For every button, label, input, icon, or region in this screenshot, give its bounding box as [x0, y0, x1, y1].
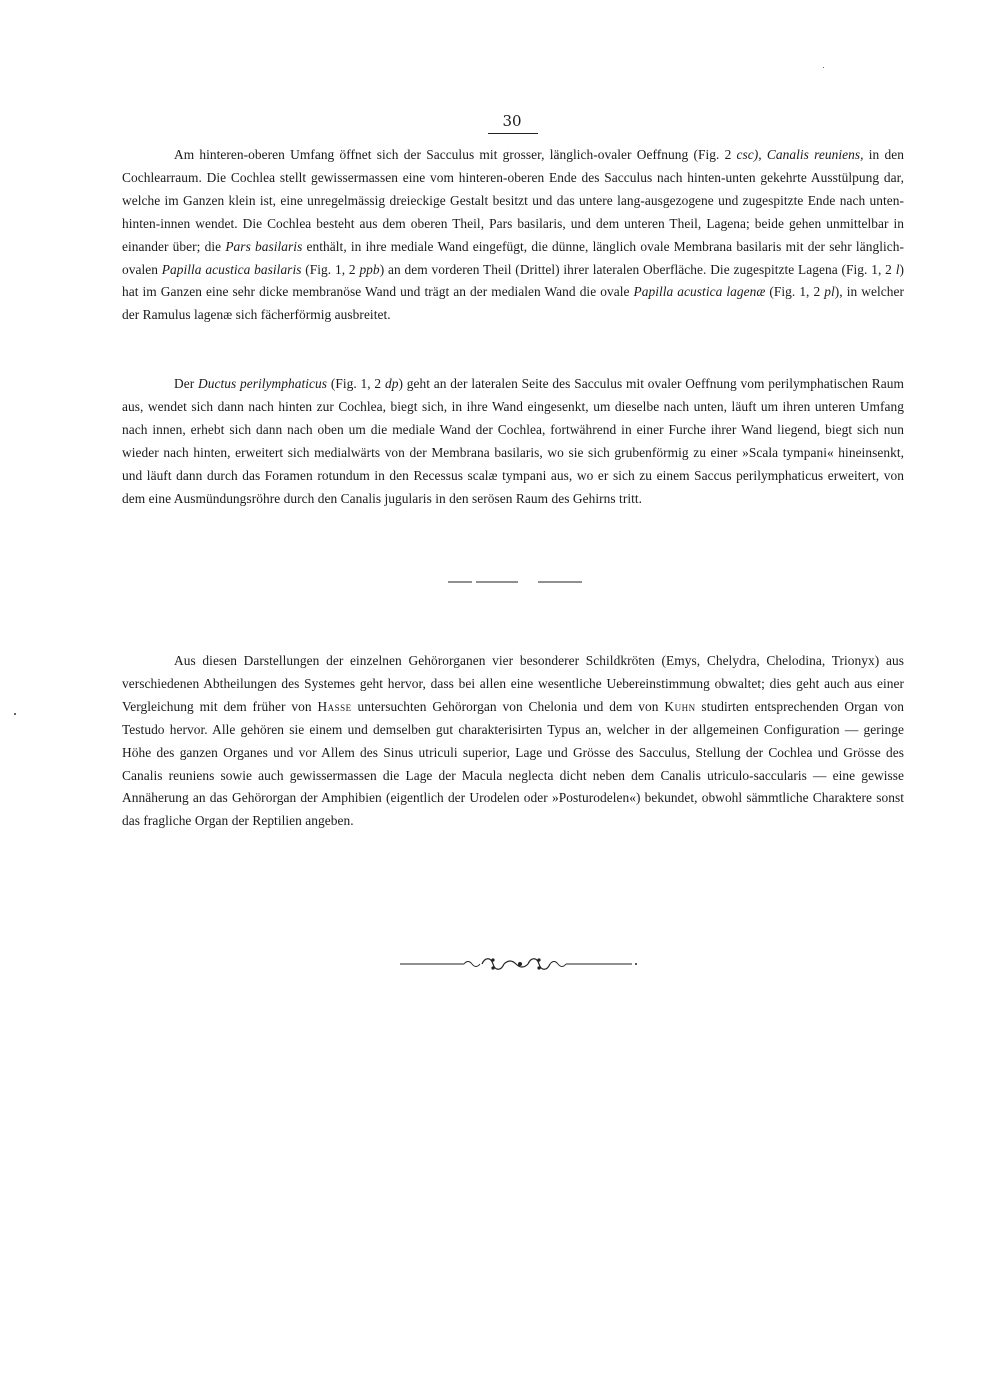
text-run: (Fig. 1, 2: [765, 284, 825, 300]
emphasis-text: Papilla acustica basilaris: [161, 261, 302, 277]
paragraph-conclusion: [122, 650, 904, 833]
emphasis-text: Papilla acustica lagenæ: [633, 284, 766, 300]
emphasis-text: csc), Canalis reuniens,: [736, 147, 864, 162]
emphasis-text: Pars basilaris: [225, 238, 303, 254]
print-speck: [823, 67, 824, 68]
paragraph-cochlea: [122, 144, 904, 327]
text-run: ) geht an der lateralen Seite des Sacculus mit ovaler Oeffnung vom perilymphatischen Raum aus, wendet sich dann nach hinten zur Cochlea, biegt sich, in ihre Wand eingesenkt, um dieselbe nach unten, läuft um ihren unteren Umfang nach innen, erhebt sich dann nach oben um die mediale Wand der Cochlea, fortwährend in einer Furche ihrer Wand liegend, biegt sich nun wieder nach hinten, erweitert sich medialwärts von der Membrana basilaris, wo sie sich grubenförmig zu einer »Scala tympani« hineinsenkt, und läuft dann durch das Foramen rotundum in den Recessus scalæ tympani aus, wo er sich zu einem Saccus perilymphaticus erweitert, von dem eine Ausmündungsröhre durch den Canalis jugularis in den serösen Raum des Gehirns tritt.: [122, 376, 904, 506]
print-speck: [14, 713, 16, 715]
emphasis-text: Ductus perilymphaticus: [198, 376, 328, 391]
text-run: in den Cochlearraum. Die Cochlea stellt gewissermassen eine vom hinteren-oberen Ende des Sacculus nach hinten-unten gekehrte Ausstülpung dar, welche im Ganzen klein ist, eine unregelmässig dreieckige Gestalt besitzt und das untere lang-ausgezogene und zugespitzte Ende nach unten-hinten-innen wendet. Die Cochlea besteht aus dem oberen Theil, Pars basilaris, und dem unteren Theil, Lagena; beide gehen unmittelbar in einander über; die: [122, 147, 905, 254]
text-run: ), in welcher der Ramulus lagenæ sich fächerförmig ausbreitet.: [122, 284, 904, 323]
text-run: Der: [174, 376, 198, 391]
text-run: Am hinteren-oberen Umfang öffnet sich der Sacculus mit grosser, länglich-ovaler Oeffnung (Fig. 2: [174, 147, 737, 162]
text-run: studirten entsprechenden Organ von Testudo hervor. Alle gehören sie einem und demselben gut charakterisirten Typus an, welcher in der allgemeinen Configuration — geringe Höhe des ganzen Organes und vor Allem des Sinus utriculi superior, Lage und Grösse des Sacculus, Stellung der Cochlea und Grösse des Canalis reuniens sowie auch gewissermassen die Lage der Macula neglecta dicht neben dem Canalis utriculo-saccularis — eine gewisse Annäherung an das Gehörorgan der Amphibien (eigentlich der Urodelen oder »Posturodelen«) bekundet, obwohl sämmtliche Charaktere sonst das fragliche Organ der Reptilien angeben.: [122, 698, 904, 829]
author-name: Kuhn: [664, 698, 696, 714]
text-run: Aus diesen Darstellungen der einzelnen Gehörorganen vier besonderer Schildkröten (Emys, Chelydra, Chelodina, Trionyx) aus verschiedenen Abtheilungen des Systemes geht hervor, dass bei allen eine wesentliche Uebereinstimmung obwaltet; dies geht auch aus einer Vergleichung mit dem früher von: [122, 653, 904, 714]
emphasis-text: l: [895, 261, 900, 277]
text-run: untersuchten Gehörorgan von Chelonia und dem von: [351, 698, 665, 714]
section-divider: [448, 578, 588, 586]
emphasis-text: pl: [824, 284, 835, 300]
text-run: ) an dem vorderen Theil (Drittel) ihrer lateralen Oberfläche. Die zugespitzte Lagena (Fig. 1, 2: [379, 261, 896, 277]
page-number: 30: [502, 112, 522, 130]
emphasis-text: dp: [384, 376, 399, 391]
page-number-rule: [488, 133, 538, 134]
text-run: ) hat im Ganzen eine sehr dicke membranöse Wand und trägt an der medialen Wand die ovale: [122, 261, 904, 300]
paragraph-ductus-perilymphaticus: [122, 373, 904, 510]
text-run: enthält, in ihre mediale Wand eingefügt, die dünne, länglich ovale Membrana basilaris mit der sehr länglich-ovalen: [122, 238, 904, 277]
text-run: (Fig. 1, 2: [327, 376, 385, 391]
emphasis-text: ppb: [359, 261, 380, 277]
text-run: (Fig. 1, 2: [301, 261, 360, 277]
author-name: Hasse: [317, 698, 352, 714]
vine-ornament-icon: [400, 956, 640, 972]
